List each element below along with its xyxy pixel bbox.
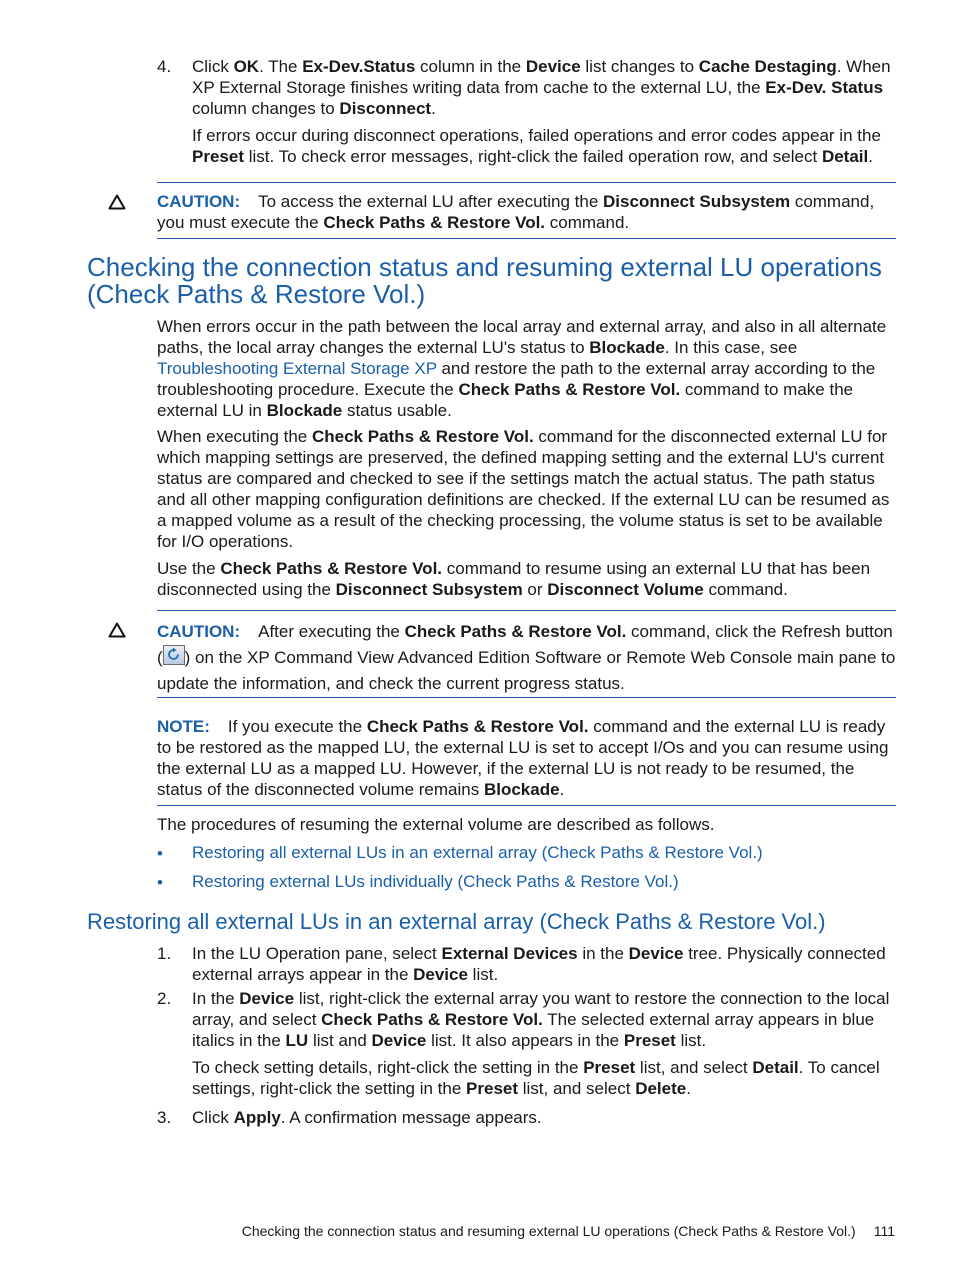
caution-top-rule: [157, 610, 896, 611]
caution-bottom-rule: [157, 697, 896, 698]
caution-top-rule: [157, 182, 896, 183]
caution-bottom-rule: [157, 238, 896, 239]
page-footer: [200, 1222, 895, 1240]
bullet-dot: •: [157, 844, 163, 863]
bullet-dot: •: [157, 873, 163, 892]
step-number: 3.: [157, 1108, 172, 1127]
troubleshooting-link[interactable]: Troubleshooting External Storage XP: [157, 359, 437, 378]
body-paragraph: Use the Check Paths & Restore Vol. command to resume using an external LU that has been disconnected using the Disconnect Subsystem or Disconnect Volume command.: [157, 559, 871, 599]
step-2-details-text: To check setting details, right-click the setting in the Preset list, and select Detail. To cancel settings, right-click the setting in the Preset list, and select Delete.: [192, 1058, 880, 1098]
step-3-text: Click Apply. A confirmation message appears.: [192, 1108, 542, 1127]
step-4-text: Click OK. The Ex-Dev.Status column in the Device list changes to Cache Destaging. When XP External Storage finishes writing data from cache to the external LU, the Ex-Dev. Status column changes to Disconnect.: [192, 57, 891, 118]
bullet-link[interactable]: Restoring external LUs individually (Check Paths & Restore Vol.): [192, 872, 679, 891]
note-bottom-rule: [157, 805, 896, 806]
section-heading: Checking the connection status and resuming external LU operations (Check Paths & Restore Vol.): [87, 252, 882, 309]
caution-triangle-icon: [108, 194, 126, 210]
step-2-text: In the Device list, right-click the external array you want to restore the connection to the local array, and select Check Paths & Restore Vol. The selected external array appears in blue italics in the LU list and Device list. It also appears in the Preset list.: [192, 989, 890, 1050]
step-1-text: In the LU Operation pane, select External Devices in the Device tree. Physically connected external arrays appear in the Device list.: [192, 944, 886, 984]
page-number: 111: [873, 1223, 895, 1239]
caution-text: CAUTION: After executing the Check Paths & Restore Vol. command, click the Refresh button ( ) on the XP Command View Advanced Edition Software or Remote Web Console main pane to update the information, and check the current progress status.: [157, 622, 896, 693]
caution-text: CAUTION: To access the external LU after executing the Disconnect Subsystem command, you must execute the Check Paths & Restore Vol. command.: [157, 192, 875, 232]
step-4-errors-text: If errors occur during disconnect operations, failed operations and error codes appear in the Preset list. To check error messages, right-click the failed operation row, and select Detail.: [192, 126, 881, 166]
step-number: 2.: [157, 989, 172, 1008]
procedures-intro: The procedures of resuming the external volume are described as follows.: [157, 815, 715, 834]
step-number: 4.: [157, 57, 172, 76]
body-paragraph: When errors occur in the path between the local array and external array, and also in all alternate paths, the local array changes the external LU's status to Blockade. In this case, see Troubleshooting External Storage XP and restore the path to the external array according to the troubleshooting procedure. Execute the Check Paths & Restore Vol. command to make the external LU in Blockade status usable.: [157, 317, 887, 420]
refresh-icon: [163, 645, 185, 665]
caution-triangle-icon: [108, 622, 126, 638]
footer-title: Checking the connection status and resuming external LU operations (Check Paths & Restore Vol.): [241, 1223, 856, 1239]
bullet-link[interactable]: Restoring all external LUs in an external array (Check Paths & Restore Vol.): [192, 843, 763, 862]
note-text: NOTE: If you execute the Check Paths & Restore Vol. command and the external LU is ready to be restored as the mapped LU, the external LU is set to accept I/Os and you can resume using the external LU as a mapped LU. However, if the external LU is not ready to be resumed, the status of the disconnected volume remains Blockade.: [157, 717, 889, 799]
subsection-heading: Restoring all external LUs in an external array (Check Paths & Restore Vol.): [87, 909, 826, 934]
body-paragraph: When executing the Check Paths & Restore Vol. command for the disconnected external LU for which mapping settings are preserved, the defined mapping setting and the external LU's current status are compared and checked to see if the settings match the actual status. The path status and all other mapping configuration definitions are checked. If the external LU can be resumed as a mapped volume as a result of the checking processing, the volume status is set to be available for I/O operations.: [157, 427, 890, 551]
step-number: 1.: [157, 944, 172, 963]
